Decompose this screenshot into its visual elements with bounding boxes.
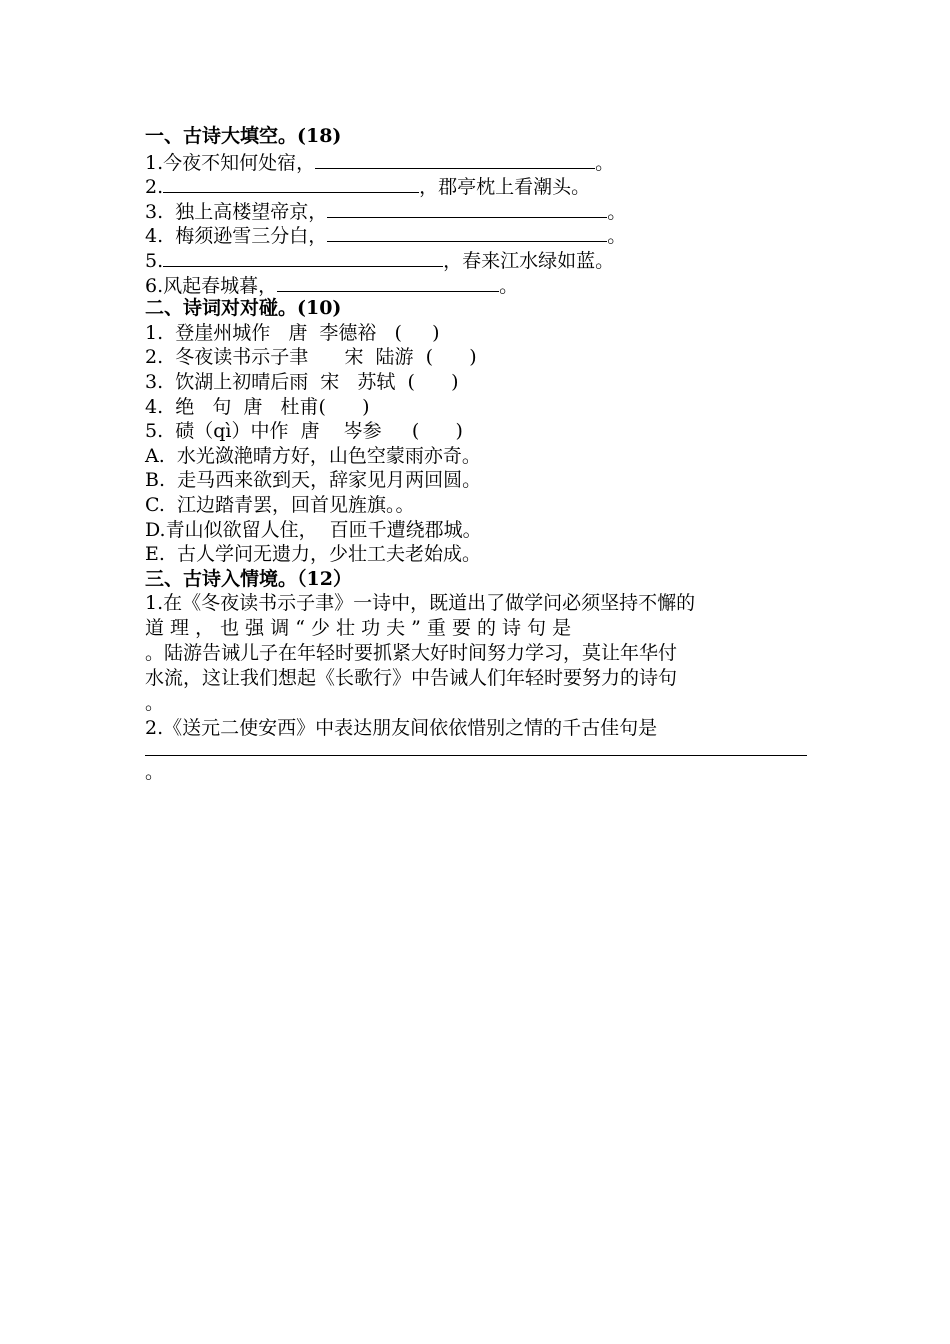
fill-item-1-end: 。 <box>595 151 615 174</box>
fill-item-4 <box>145 222 810 247</box>
fill-item-6-text: 6.风起春城暮， <box>145 274 278 297</box>
section-1-heading: 一、古诗大填空。(18) <box>145 125 342 147</box>
question-2-end: 。 <box>145 761 165 784</box>
match-option-a: A. 水光潋滟晴方好，山色空蒙雨亦奇。 <box>145 444 481 467</box>
fill-item-6 <box>145 272 810 297</box>
fill-item-3-end: 。 <box>607 200 627 223</box>
fill-item-3 <box>145 198 810 223</box>
worksheet <box>145 124 810 785</box>
fill-item-4-end: 。 <box>607 225 627 248</box>
match-option-d: D.青山似欲留人住， 百匝千遭绕郡城。 <box>145 518 482 541</box>
section-3-heading: 三、古诗入情境。（12） <box>145 567 352 590</box>
question-2-line-1: 2.《送元二使安西》中表达朋友间依依惜别之情的千古佳句是 <box>145 717 658 740</box>
match-poem-1: 1. 登崖州城作 唐 李德裕 ( ) <box>145 321 440 344</box>
fill-item-2-end: ，郡亭枕上看潮头。 <box>419 176 591 199</box>
answer-blank-6[interactable] <box>277 272 499 292</box>
answer-blank-2[interactable] <box>163 173 419 193</box>
match-poem-3: 3. 饮湖上初晴后雨 宋 苏轼 ( ) <box>145 370 459 393</box>
fill-item-5-end: ，春来江水绿如蓝。 <box>443 249 615 272</box>
question-1-line-1: 1.在《冬夜读书示子聿》一诗中，既道出了做学问必须坚持不懈的 <box>145 592 696 615</box>
fill-item-2 <box>145 173 810 198</box>
fill-item-4-text: 4. 梅须逊雪三分白， <box>145 225 328 248</box>
question-1-line-5: 。 <box>145 692 165 715</box>
match-poem-4: 4. 绝 句 唐 杜甫( ) <box>145 395 370 418</box>
question-1-line-3: 。陆游告诫儿子在年轻时要抓紧大好时间努力学习，莫让年华付 <box>145 642 678 665</box>
fill-item-5 <box>145 247 810 272</box>
answer-blank-question-2[interactable] <box>145 743 807 756</box>
answer-blank-3[interactable] <box>327 198 607 218</box>
match-option-b: B. 走马西来欲到天，辞家见月两回圆。 <box>145 469 482 492</box>
question-1-line-2: 道 理 ， 也 强 调 “ 少 壮 功 夫 ” 重 要 的 诗 句 是 <box>145 617 572 640</box>
fill-item-2-text: 2. <box>145 176 164 199</box>
fill-item-5-text: 5. <box>145 249 164 272</box>
section-2-heading: 二、诗词对对碰。(10) <box>145 297 342 320</box>
fill-item-3-text: 3. 独上高楼望帝京， <box>145 200 328 223</box>
match-poem-5: 5. 碛（qì）中作 唐 岑参 ( ) <box>145 420 463 443</box>
answer-blank-1[interactable] <box>315 149 595 169</box>
fill-item-1-text: 1.今夜不知何处宿， <box>145 151 316 174</box>
match-option-c: C. 江边踏青罢，回首见旌旗。。 <box>145 493 415 516</box>
answer-blank-4[interactable] <box>327 222 607 242</box>
fill-item-1 <box>145 149 810 174</box>
match-poem-2: 2. 冬夜读书示子聿 宋 陆游 ( ) <box>145 346 477 369</box>
fill-item-6-end: 。 <box>499 274 519 297</box>
match-option-e: E. 古人学问无遗力，少壮工夫老始成。 <box>145 543 481 566</box>
question-1-line-4: 水流，这让我们想起《长歌行》中告诫人们年轻时要努力的诗句 <box>145 667 678 690</box>
answer-blank-5[interactable] <box>163 247 443 267</box>
